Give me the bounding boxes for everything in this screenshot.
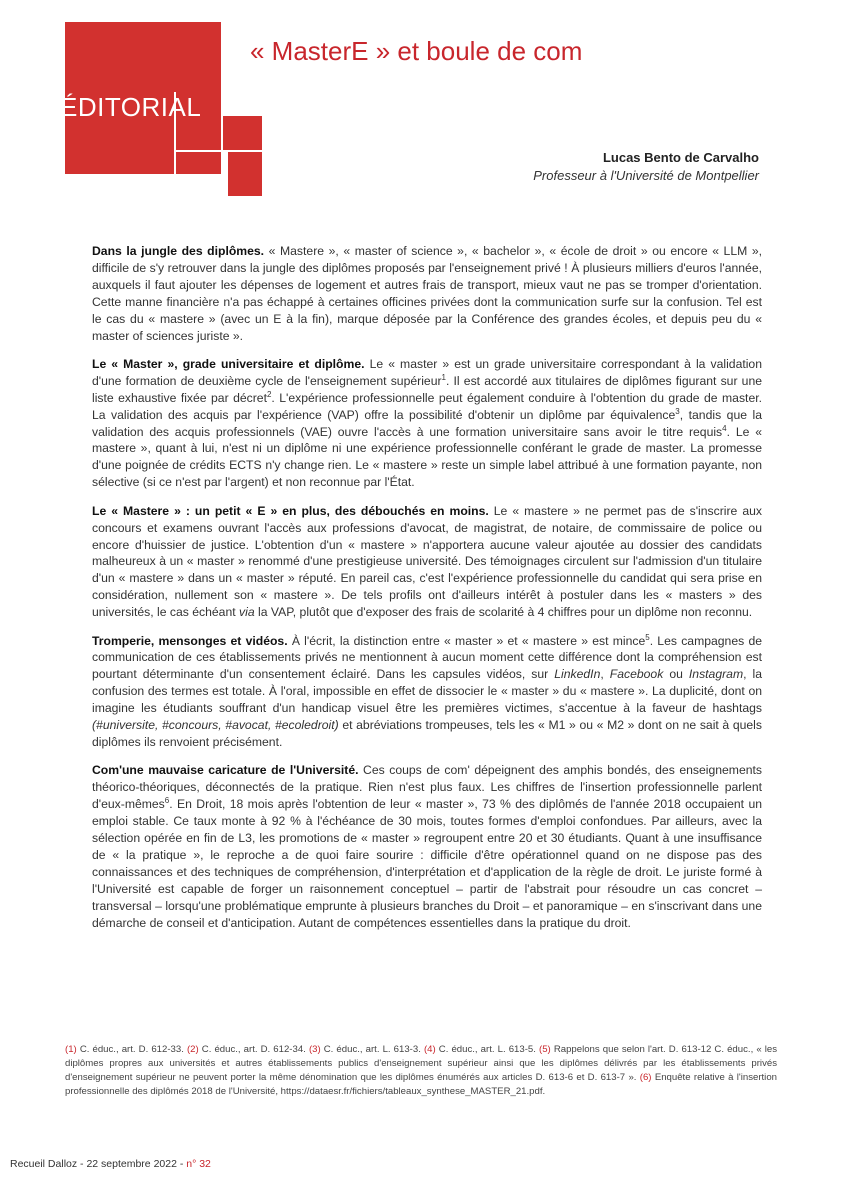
decorative-grid-square: [176, 114, 221, 174]
footnote-ref: 3: [675, 406, 680, 416]
italic-term: via: [239, 605, 255, 620]
footnote-text: C. éduc., art. L. 613-5.: [435, 1044, 539, 1055]
decorative-grid-square: [223, 116, 262, 150]
paragraph-lead: Dans la jungle des diplômes.: [92, 244, 265, 258]
footnote-ref: 1: [441, 372, 446, 382]
italic-term: LinkedIn: [554, 667, 601, 682]
paragraph-text: . L'expérience professionnelle peut également conduire à l'obtention du grade de master. La validation des acquis par l'expérience (VAP) offre la possibilité d'obtenir un diplôme par équivalence: [92, 390, 762, 422]
footnote-number: (2): [186, 1044, 199, 1055]
paragraph-text: « Mastere », « master of science », « bachelor », « école de droit » ou encore « LLM », difficile de s'y retrouver dans la jungle des diplômes proposés par l'enseignement privé ! À plusieurs milliers d'euros l'année, auxquels il faut ajouter les dépenses de logement et autres frais de transport, mieux vaut ne pas se tromper d'orientation. Cette manne financière n'a pas échappé à certaines officines privées dont la communication surfe sur la confusion. Tel est le cas du « mastere » (avec un E à la fin), marque déposée par la Conférence des grandes écoles, et depuis peu du « master of sciences juriste ».: [92, 244, 763, 343]
paragraph-lead: Le « Master », grade universitaire et diplôme.: [92, 356, 365, 371]
footnote-number: (5): [539, 1044, 551, 1055]
footnote-ref: 5: [645, 632, 650, 642]
paragraph-text: . Les campagnes de communication de ces établissements privés ne mentionnent à aucun moment cette différence dont la compréhension est pourtant déterminante d'un consentement éclairé. Dans les capsules vidéos, sur: [92, 633, 762, 682]
paragraph-text: , la confusion des termes est totale. À l'oral, impossible en effet de dissocier le « master » du « mastere ». La duplicité, dont on imagine les étudiants souffrant d'un handicap visuel être les premières victimes, s'accentue à la faveur de hashtags: [92, 667, 763, 716]
footnote-number: (3): [308, 1044, 321, 1055]
footnote-text: C. éduc., art. L. 613-3.: [320, 1044, 424, 1055]
decorative-grid-line: [221, 92, 223, 114]
italic-term: Facebook: [609, 667, 664, 682]
italic-term: Instagram: [688, 667, 744, 682]
rubric-label: ÉDITORIAL: [60, 92, 202, 122]
paragraph-lead: Le « Mastere » : un petit « E » en plus, des débouchés en moins.: [92, 503, 489, 518]
paragraph-lead: Tromperie, mensonges et vidéos.: [92, 633, 288, 648]
paragraph-text: . Le « mastere », quant à lui, n'est ni un diplôme ni une expérience professionnelle conférant le grade de master. La promesse d'une poignée de crédits ECTS n'y change rien. Le « mastere » reste un simple label attribué à une formation payante, non sélective (si ce n'est par l'argent) et non reconnue par l'État.: [92, 424, 762, 490]
paragraph-text: ,: [600, 667, 610, 682]
paragraph-text: Le « master » est un grade universitaire correspondant à la validation d'une formation de deuxième cycle de l'enseignement supérieur: [92, 356, 762, 388]
footnote-ref: 6: [164, 796, 170, 806]
footnotes: [65, 1043, 777, 1099]
footnote-number: (6): [639, 1072, 652, 1084]
paragraph-mastere-e: [92, 503, 762, 621]
footnote-text: Enquête relative à l'insertion professionnelle des diplômés 2018 de l'Université, https://dataesr.fr/fichiers/tableaux_synthese_MASTER_21.pdf.: [65, 1072, 777, 1098]
footer-source: Recueil Dalloz - 22 septembre 2022 -: [10, 1158, 187, 1170]
paragraph-text: Ces coups de com' dépeignent des amphis bondés, des enseignements théorico-théoriques, déconnectés de la pratique. Rien n'est plus faux. Les chiffres de l'insertion professionnelle parlent d'eux-mêmes: [92, 763, 762, 812]
author-name: Lucas Bento de Carvalho: [602, 150, 759, 165]
footnote-ref: 4: [722, 423, 727, 433]
footer-issue-number: n° 32: [186, 1158, 211, 1170]
paragraph-text: À l'écrit, la distinction entre « master » et « mastere » est mince: [287, 633, 646, 648]
paragraph-text: et abréviations trompeuses, tels les « M1 » ou « M2 » dont on ne sait à quels diplômes ils renvoient précisément.: [92, 718, 762, 749]
page-footer: [10, 1158, 211, 1170]
paragraph-caricature: [92, 762, 762, 931]
footnote-text: C. éduc., art. D. 612-34.: [198, 1044, 309, 1055]
paragraph-text: Le « mastere » ne permet pas de s'inscrire aux concours et examens ouvrant l'accès aux professions d'avocat, de magistrat, de notaire, de commissaire de police ou encore d'huissier de justice. L'obtention d'un « mastere » n'apportera aucune valeur ajoutée au dossier des candidats malheureux à un « master » renommé d'une prestigieuse université. Des témoignages circulent sur l'admission d'un titulaire d'un « mastere » dans un « master » réputé. En pareil cas, c'est l'expérience professionnelle du candidat qui sera prise en considération, nullement son « mastere ». De tels profils ont d'ailleurs intérêt à postuler dans les « masters » des universités, le cas échéant: [92, 503, 762, 620]
paragraph-text: . Il est accordé aux titulaires de diplômes figurant sur une liste exhaustive fixée par décret: [92, 373, 763, 405]
author-role: Professeur à l'Université de Montpellier: [533, 168, 759, 183]
footnote-number: (1): [65, 1044, 77, 1055]
paragraph-text: . En Droit, 18 mois après l'obtention de leur « master », 73 % des diplômés de l'année 2018 occupaient un emploi stable. Ce taux monte à 92 % à l'échéance de 30 mois, toutes formes d'emploi confondues. Par ailleurs, avec la sélection opérée en fin de L3, les promotions de « master » regroupent entre 20 et 30 étudiants. Quant à une insuffisance de « la pratique », le reproche a de quoi faire sourire : difficile d'être opérationnel quand on ne dispose pas des connaissances et des techniques de compréhension, d'interprétation et d'application de la règle de droit. Le juriste formé à l'Université est capable de forger un raisonnement conceptuel – partir de l'abstrait pour résoudre un cas concret – transversal – lorsqu'une problématique emprunte à plusieurs branches du Droit – et panoramique – en s'inscrivant dans une démarche de conseil et d'anticipation. Autant de compétences essentielles dans la pratique du droit.: [92, 797, 762, 930]
hashtag-list: (#universite, #concours, #avocat, #ecoledroit): [92, 718, 339, 733]
footnote-ref: 2: [266, 389, 272, 399]
decorative-grid-line: [226, 152, 228, 196]
paragraph-jungle: [92, 243, 762, 344]
decorative-grid-square: [228, 152, 262, 196]
page-title: « MasterE » et boule de com: [250, 36, 583, 66]
paragraph-lead: Com'une mauvaise caricature de l'Université.: [92, 763, 359, 778]
footnote-number: (4): [423, 1044, 436, 1055]
paragraph-text: , tandis que la validation des acquis professionnels (VAE) ouvre l'accès à une formation universitaire sans avoir le titre requis: [92, 407, 762, 439]
paragraph-text: la VAP, plutôt que d'exposer des frais de scolarité à 4 chiffres pour un diplôme non reconnu.: [254, 605, 753, 620]
footnote-text: C. éduc., art. D. 612-33.: [76, 1044, 187, 1055]
article-body: [92, 243, 762, 943]
paragraph-master-grade: [92, 356, 762, 491]
paragraph-tromperie: [92, 633, 762, 751]
footnote-text: Rappelons que selon l'art. D. 613-12 C. éduc., « les diplômes propres aux universités et autres établissements publics d'enseignement supérieur ainsi que les diplômes délivrés par les établissements privés d'enseignement supérieur ne peuvent porter la même dénomination que les diplômes énumérés aux articles D. 613-6 et D. 613-7 ».: [65, 1044, 777, 1084]
paragraph-text: ou: [663, 667, 689, 682]
